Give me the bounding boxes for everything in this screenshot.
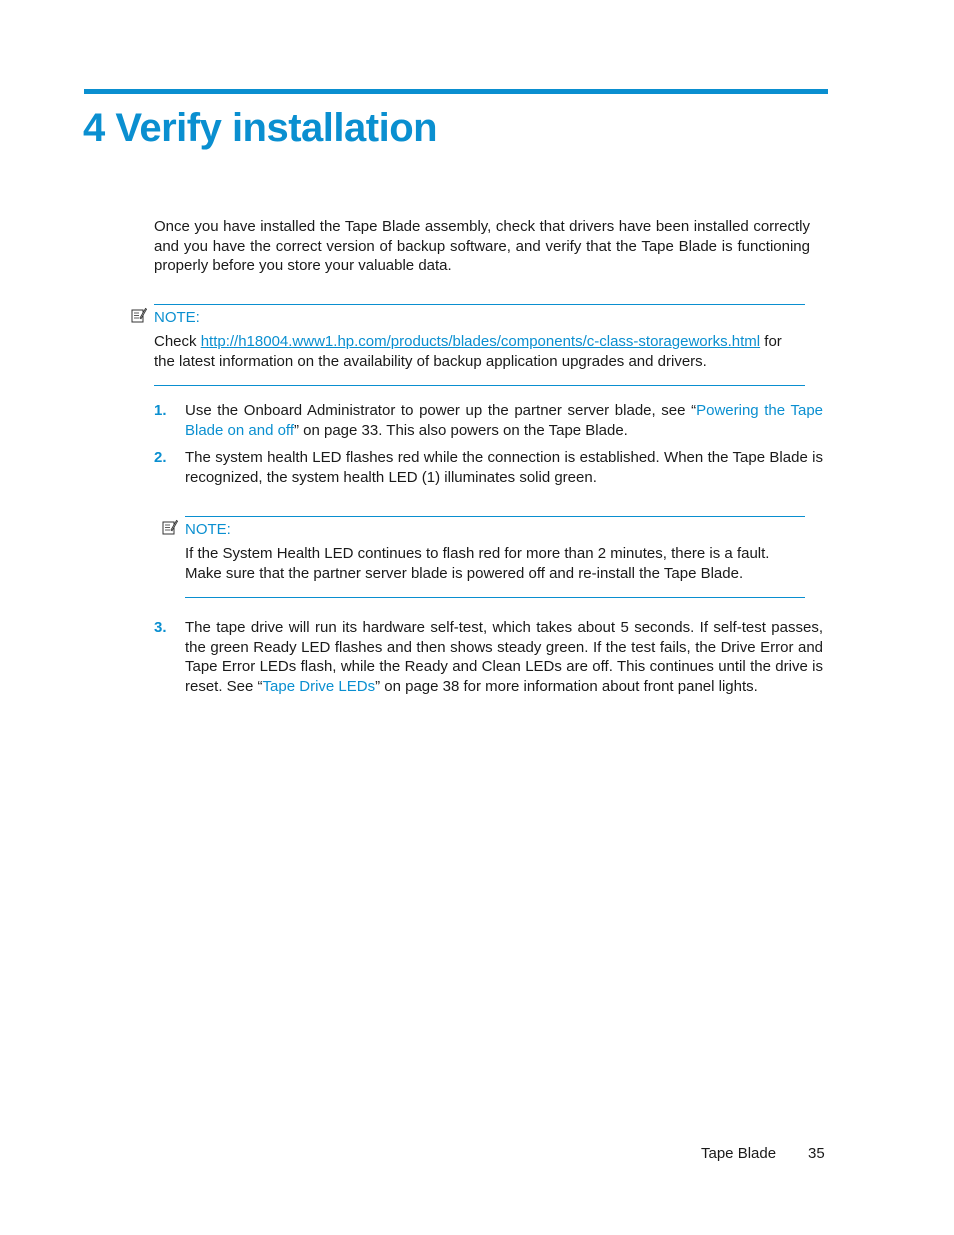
note-label: NOTE: — [154, 309, 200, 326]
powering-tape-blade-link[interactable]: Powering the Tape Blade on and off — [185, 402, 824, 439]
page-title: 4 Verify installation — [83, 106, 438, 150]
note-box — [185, 516, 805, 598]
step-text — [185, 401, 823, 440]
footer-title: Tape Blade — [701, 1145, 777, 1162]
note-label: NOTE: — [185, 521, 231, 538]
note-text-prefix: Check — [154, 333, 201, 350]
step-text — [185, 618, 823, 696]
step-text-after: ” on page 38 for more information about front panel lights. — [375, 677, 758, 695]
note-text — [154, 332, 805, 371]
intro-paragraph: Once you have installed the Tape Blade assembly, check that drivers have been installed correctly and you have the correct version of backup software, and verify that the Tape Blade is functioning properly before you store your valuable data. — [154, 218, 810, 274]
chapter-rule — [84, 89, 828, 94]
step-text-before: The tape drive will run its hardware self-test, which takes about 5 seconds. If self-test passes, the green Ready LED flashes and then shows steady green. If the test fails, the Drive Error and Tape Error LEDs flash, while the Ready and Clean LEDs are off. This continues until the drive is reset. See “ — [185, 619, 823, 695]
step-number: 3. — [154, 619, 167, 636]
note-text-suffix: for the latest information on the availability of backup application upgrades and drivers. — [154, 333, 782, 370]
step-text-before: Use the Onboard Administrator to power up the partner server blade, see “ — [185, 402, 697, 419]
hp-storageworks-link[interactable]: http://h18004.www1.hp.com/products/blades/components/c-class-storageworks.html — [200, 333, 761, 350]
page-number: 35 — [808, 1145, 825, 1162]
note-pencil-icon — [162, 519, 178, 535]
step-text: The system health LED flashes red while the connection is established. When the Tape Blade is recognized, the system health LED (1) illuminates solid green. — [185, 449, 823, 486]
note-text: If the System Health LED continues to flash red for more than 2 minutes, there is a fault. Make sure that the partner server blade is powered off and re-install the Tape Blade. — [185, 545, 770, 582]
note-pencil-icon — [131, 307, 147, 323]
step-text-after: ” on page 33. This also powers on the Tape Blade. — [293, 421, 628, 439]
step-number: 1. — [154, 402, 167, 419]
tape-drive-leds-link[interactable]: Tape Drive LEDs — [262, 677, 376, 695]
note-box — [154, 304, 805, 386]
step-number: 2. — [154, 449, 167, 466]
